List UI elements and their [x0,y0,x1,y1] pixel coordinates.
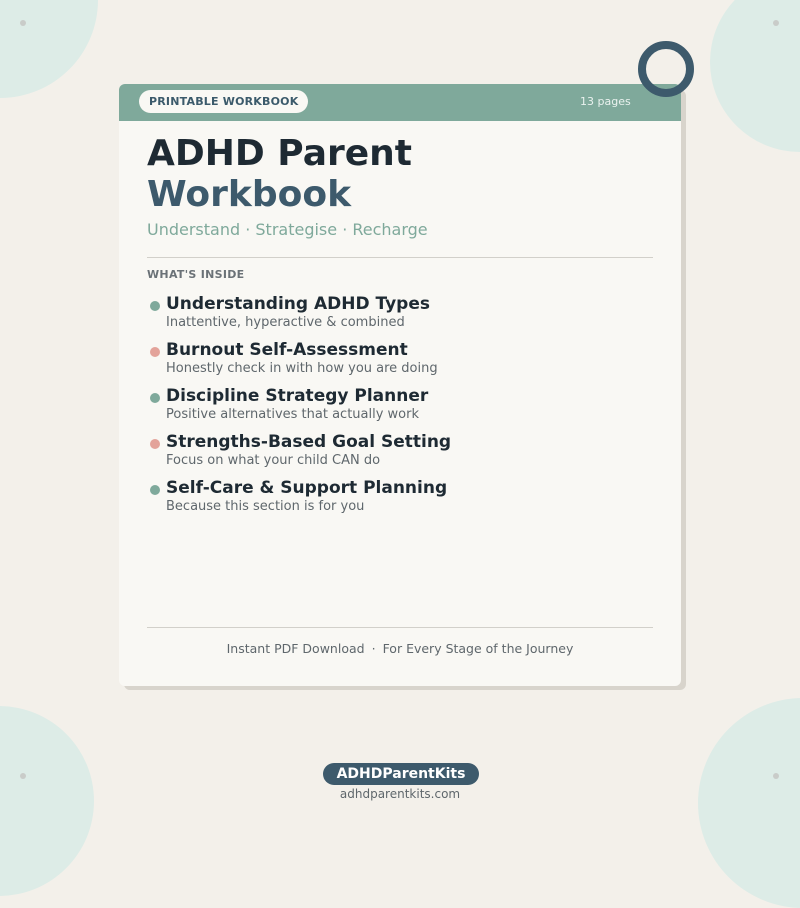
section-label: WHAT'S INSIDE [147,268,245,281]
list-item [147,476,647,520]
title-line-1: ADHD Parent [147,133,413,174]
corner-dot-icon [20,20,26,26]
item-description: Focus on what your child CAN do [166,453,381,468]
page-count: 13 pages [580,95,631,108]
corner-circle-top-right [710,0,800,152]
subtitle: Understand · Strategise · Recharge [147,220,428,239]
bullet-dot-icon [150,301,160,311]
footer-separator: · [371,641,376,656]
item-title: Burnout Self-Assessment [166,340,408,360]
bullet-dot-icon [150,347,160,357]
divider [147,627,653,628]
corner-circle-top-left [0,0,98,98]
title-line-2: Workbook [147,174,352,215]
item-description: Honestly check in with how you are doing [166,361,438,376]
binder-ring-icon [638,41,694,97]
bullet-dot-icon [150,439,160,449]
divider [147,257,653,258]
bullet-dot-icon [150,393,160,403]
item-title: Discipline Strategy Planner [166,386,429,406]
corner-dot-icon [773,773,779,779]
workbook-card [119,84,681,686]
card-footer [119,641,681,657]
item-title: Strengths-Based Goal Setting [166,432,452,452]
list-item [147,292,647,336]
list-item [147,384,647,428]
corner-dot-icon [773,20,779,26]
corner-circle-bottom-right [698,698,800,908]
printable-workbook-badge: PRINTABLE WORKBOOK [139,90,308,113]
footer-delivery: Instant PDF Download [226,641,365,656]
bullet-dot-icon [150,485,160,495]
website-url: adhdparentkits.com [339,787,461,801]
corner-dot-icon [20,773,26,779]
card-header [119,84,681,121]
list-item [147,430,647,474]
item-description: Positive alternatives that actually work [166,407,420,422]
list-item [147,338,647,382]
brand-pill: ADHDParentKits [323,763,479,785]
item-title: Self-Care & Support Planning [166,478,448,498]
item-description: Inattentive, hyperactive & combined [166,315,405,330]
item-description: Because this section is for you [166,499,365,514]
footer-tagline: For Every Stage of the Journey [382,641,574,656]
item-title: Understanding ADHD Types [166,294,430,314]
